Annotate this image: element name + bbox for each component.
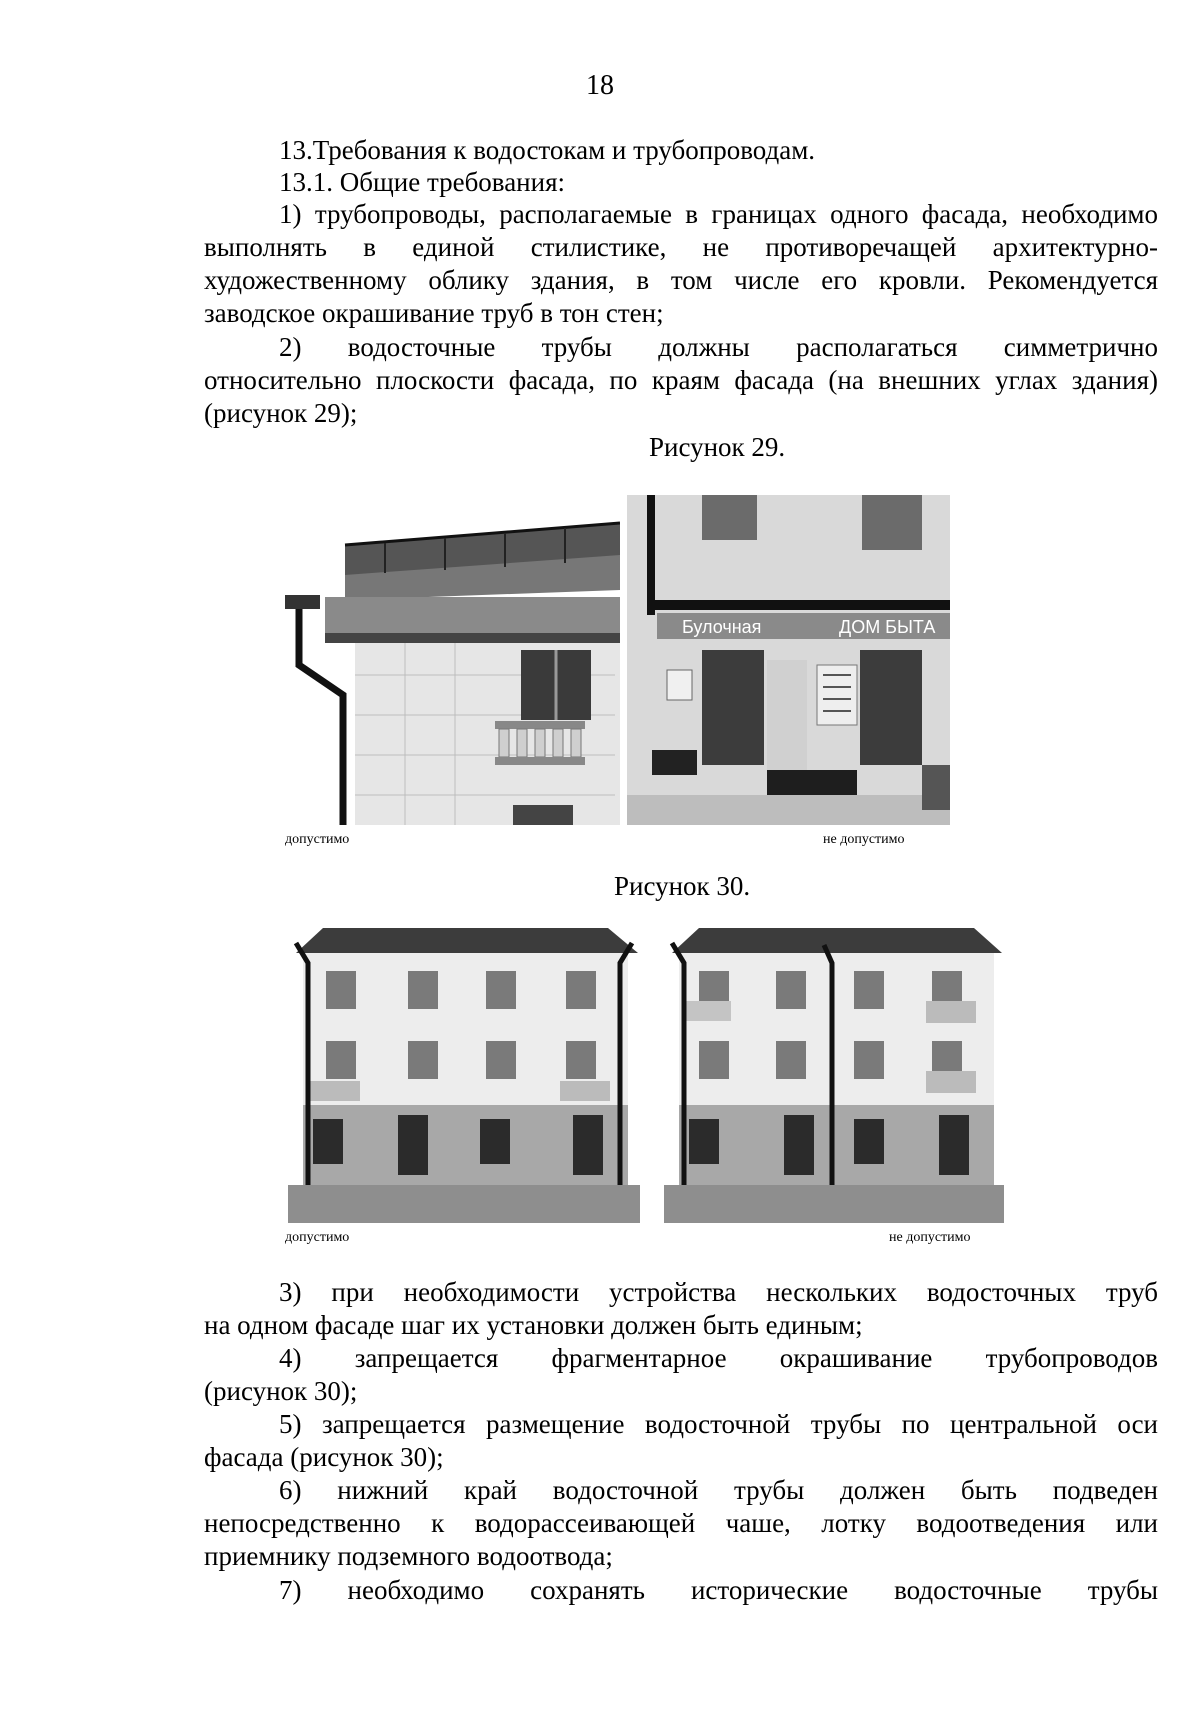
item4-line2: (рисунок 30); [204, 1376, 358, 1406]
item6-line1: 6) нижний край водосточной трубы должен быть подведен [279, 1475, 1158, 1505]
item2-line1: 2) водосточные трубы должны располагаться симметрично [279, 332, 1158, 362]
figure29-caption: Рисунок 29. [649, 432, 786, 462]
item7-line1: 7) необходимо сохранять исторические водосточные трубы [279, 1575, 1158, 1605]
figure30-right-image [664, 923, 1004, 1223]
item6-line3: приемнику подземного водоотвода; [204, 1541, 613, 1571]
section-heading: 13.Требования к водостокам и трубопроводам. [279, 135, 816, 165]
item1-line1: 1) трубопроводы, располагаемые в границах одного фасада, необходимо [279, 199, 1158, 229]
figure30-left-label: допустимо [285, 1230, 350, 1245]
page-number: 18 [586, 70, 614, 101]
item6-line2: непосредственно к водорассеивающей чаше, лотку водоотведения или [204, 1508, 1158, 1538]
figure29-left-image [285, 515, 620, 825]
item1-line3: художественному облику здания, в том числе его кровли. Рекомендуется [204, 265, 1158, 295]
subsection-heading: 13.1. Общие требования: [279, 167, 566, 197]
item3-line2: на одном фасаде шаг их установки должен быть единым; [204, 1310, 863, 1340]
sign-dom-byta: ДОМ БЫТА [839, 617, 936, 637]
item5-line1: 5) запрещается размещение водосточной трубы по центральной оси [279, 1409, 1158, 1439]
figure29-left-label: допустимо [285, 832, 350, 847]
figure29-right-image [627, 495, 950, 825]
sign-bakery: Булочная [682, 617, 762, 637]
item1-line2: выполнять в единой стилистике, не противоречащей архитектурно- [204, 232, 1158, 262]
item4-line1: 4) запрещается фрагментарное окрашивание трубопроводов [279, 1343, 1158, 1373]
item2-line3: (рисунок 29); [204, 398, 358, 428]
item1-line4: заводское окрашивание труб в тон стен; [204, 298, 664, 328]
figure30-left-image [288, 923, 640, 1223]
figure30-right-label: не допустимо [889, 1230, 971, 1245]
item5-line2: фасада (рисунок 30); [204, 1442, 444, 1472]
figure30-caption: Рисунок 30. [614, 871, 751, 901]
item2-line2: относительно плоскости фасада, по краям фасада (на внешних углах здания) [204, 365, 1158, 395]
figure29-right-label: не допустимо [823, 832, 905, 847]
item3-line1: 3) при необходимости устройства нескольких водосточных труб [279, 1277, 1158, 1307]
